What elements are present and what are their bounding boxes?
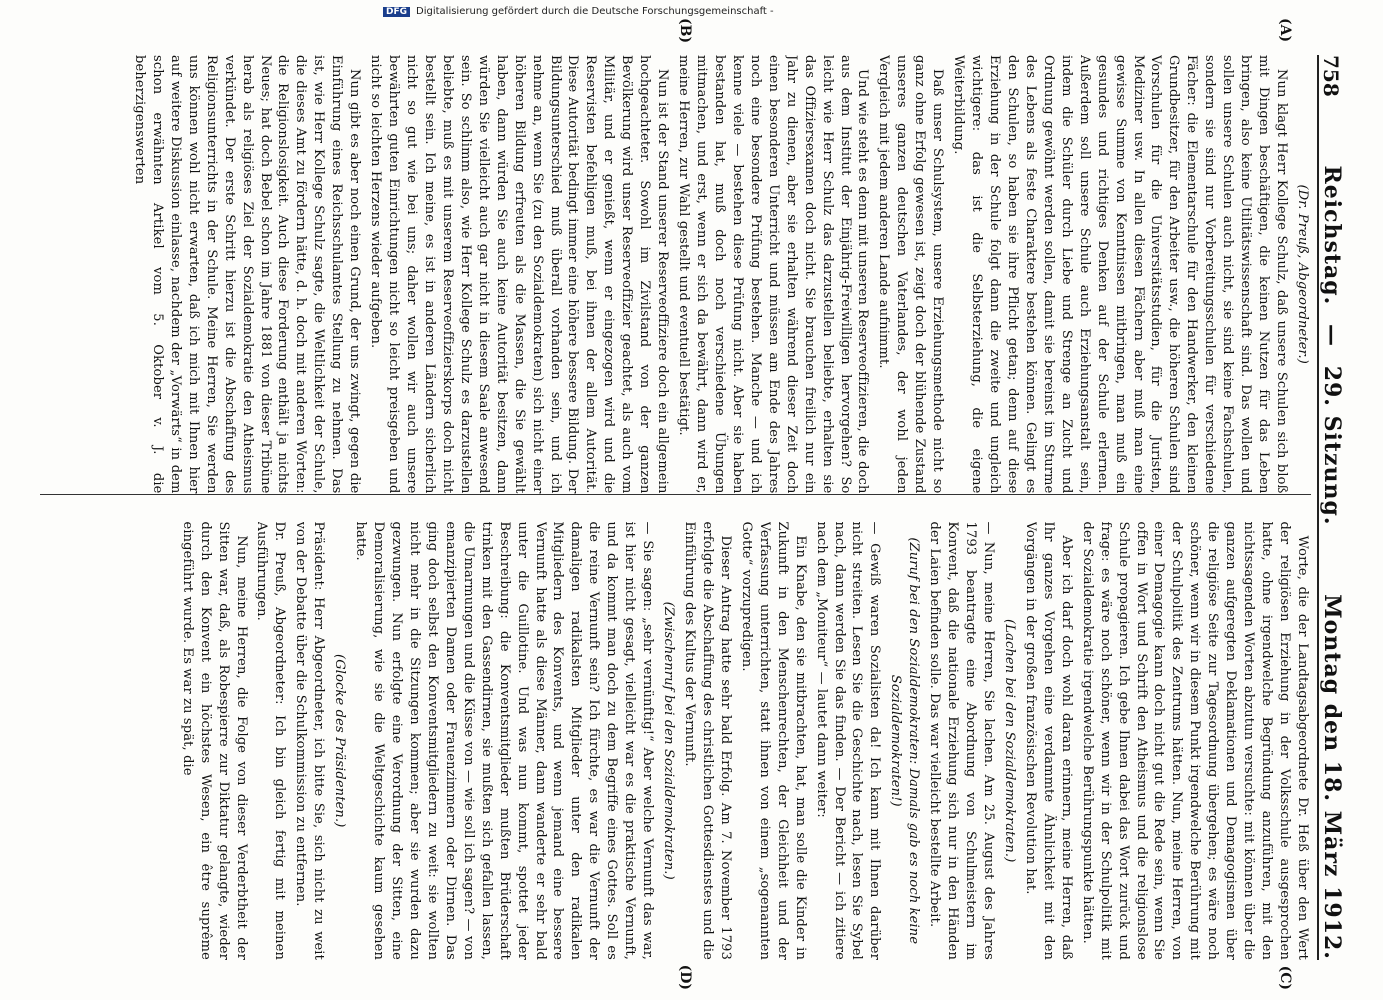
margin-letter-c: (C) [1277, 965, 1293, 990]
stage-direction: (Zwischenruf bei den Sozialdemokraten.) [661, 601, 677, 880]
paragraph: Und wie steht es denn mit unseren Reserveoffizieren, die doch aus dem Institut der Einjährig-Freiwilligen hervorgehen? So leicht wie Herr Schulz das darzustellen beliebte, erhalten sie das Offiziersexamen doch nicht. Sie brauchen freilich nur ein Jahr zu dienen, aber sie erhalten während dieser Zeit doch einen besonderen Unterricht und müssen am Ende des Jahres noch eine besondere Prüfung bestehen. Manche — und ich kenne viele — bestehen diese Prüfung nicht. Aber sie haben bestanden hat, muß doch noch verschiedene Übungen mitmachen, und erst, wenn er sich da bewährt, dann wird er, meine Herren, zur Wahl gestellt und eventuell bestätigt. [676, 55, 871, 494]
stage-direction: (Dr. Preuß, Abgeordneter.) [1295, 184, 1310, 364]
stage-direction: (Zuruf bei den Sozialdemokraten: Damals gab es noch keine Sozialdemokraten!) [888, 537, 922, 945]
paragraph: Daß unser Schulsystem, unsere Erziehungsmethode nicht so ganz ohne Erfolg gewesen ist, zeigt doch der blühende Zustand unseres ganzen deutschen Vaterlandes, der wohl jeden Vergleich mit jedem anderen Lande aufnimmt. [876, 55, 946, 494]
running-head-date: Montag den 18. März 1912. [1319, 594, 1345, 960]
running-head [1319, 165, 1345, 525]
margin-letter-b: (B) [677, 18, 693, 44]
paragraph: Worte, die der Landtagsabgeordnete Dr. Heß über den Wert der religiösen Erziehung in der Volksschule ausgesprochen hatte, ohne irgendwelche Begründung anzuführen, mit den nichtssagenden Worten abzutun versuchte: mit können über die ganzen aufgeregten Deklamationen und Demagogismen über die religiöse Seite zur Tagesordnung übergehen; es wäre noch schöner, wenn wir in diesem Punkt irgendwelche Berührung mit der Schulpolitik des Zentrums hätten. Nun, meine Herren, von einer Demagogie kann doch nicht gut die Rede sein, wenn Sie offen in Wort und Schrift den Atheismus und die religionslose Schule propagieren. Ich gebe Ihnen dabei das Wort zurück und frage: es wäre noch schöner, wenn wir in der Schulpolitik mit der Sozialdemokratie irgendwelche Berührungspunkte hätten. [1079, 521, 1310, 960]
digitization-note [383, 6, 1383, 20]
dfg-logo: DFG [383, 7, 410, 17]
paragraph: Nun, meine Herren, die Folge von dieser Verderbtheit der Sitten war, daß, als Robespierre zur Diktatur gelangte, wieder durch den Konvent ein höchstes Wesen, ein être suprême eingeführt wurde. Es war zu spät, die [179, 521, 249, 960]
paragraph: — Nun, meine Herren, Sie lachen. Am 25. August des Jahres 1793 beantragte eine Abordnung von Schulmeistern im Konvent, daß die nationale Erziehung sich nur in den Händen der Laien befinden solle. Das war vielleicht bestellte Arbeit. [927, 521, 997, 960]
running-head-dash: — [1319, 324, 1345, 348]
paragraph: — Gewiß waren Sozialisten da! Ich kann mit Ihnen darüber nicht streiten. Lesen Sie die Geschichte nach, lesen Sie Sybel nach, dann werden Sie das finden. — Der Bericht — ich zitiere nach dem „Moniteur“ — lautet dann weiter: [813, 521, 883, 960]
margin-letter-d: (D) [677, 964, 693, 990]
paragraph: Präsident: Herr Abgeordneter, ich bitte Sie, sich nicht zu weit von der Debatte über die Schulkommission zu entfernen. [293, 521, 327, 960]
paragraph: Dr. Preuß, Abgeordneter: Ich bin gleich fertig mit meinen Ausführungen. [254, 521, 288, 960]
paragraph: Ein Knabe, den sie mitbrachten, hat, man solle die Kinder in Zukunft in den Menschenrechten, der Gleichheit und der Verfassung unterrichten, statt ihnen von einem „sogenannten Gotte“ vorzupredigen. [738, 521, 808, 960]
paragraph: Nun ist der Stand unserer Reserveoffiziere doch ein allgemein hochgeachteter. Sowohl im Zivilstand von der ganzen Bevölkerung wird unser Reserveoffizier geachtet, als auch vom Militär, und er genießt, wenn er eingezogen wird und die Reservisten befehligen muß, bei ihnen der allem Autorität. Diese Autorität bedingt immer eine höhere bessere Bildung. Der Bildungsunterschied muß überall vorhanden sein, und ich nehme an, wenn Sie (zu den Sozialdemokraten) sich nicht einer höheren Bildung erfreuten als die Massen, die Sie gewählt haben, dann würden Sie auch keine Autorität besitzen, dann würden Sie vielleicht auch gar nicht in diesem Saale anwesend sein. So schlimm also, wie Herr Kollege Schulz es darzustellen beliebte, muß es mit unserem Reserveoffizierskorps doch nicht bestellt sein. Ich meine, es ist in anderen Ländern sicherlich nicht so gut wie bei uns; daher wollen wir auch unsere bewährten guten Einrichtungen nicht so leicht preisgeben und nicht so leichten Herzens wieder aufgeben. [368, 55, 671, 494]
margin-letter-a: (A) [1277, 18, 1293, 43]
running-head-session: 29. Sitzung. [1319, 365, 1345, 526]
page-number: 758 [1319, 55, 1343, 97]
left-column [40, 55, 1311, 494]
stage-direction: (Lachen bei den Sozialdemokraten.) [1002, 619, 1017, 863]
right-column [40, 522, 1311, 961]
paragraph: Nun gibt es aber noch einen Grund, der uns zwingt, gegen die Einführung eines Reichsschulamtes Stellung zu nehmen. Das ist, wie Herr Kollege Schulz sagte, die Weltlichkeit der Schule, die dieses Amt zu fördern hätte, d. h. doch mit anderen Worten: die Religionslosigkeit. Auch diese Forderung enthält ja nichts Neues; hat doch Bebel schon im Jahre 1881 von dieser Tribüne herab als religiöses Ziel der Sozialdemokratie den Atheismus verkündet. Der erste Schritt hierzu ist die Abschaffung des Religionsunterrichts in der Schule. Meine Herren, Sie werden uns können wohl nicht erwarten, daß ich mich mit Ihnen hier auf weitere Diskussion einlasse, nachdem der „Vorwärts“ in dem schon erwähnten Artikel vom 5. Oktober v. J. die beherzigenswerten [132, 55, 363, 494]
page-header [1317, 55, 1361, 960]
running-head-left: Reichstag. [1319, 165, 1345, 306]
paragraph: Nun klagt Herr Kollege Schulz, daß unsere Schulen sich bloß mit Dingen beschäftigen, die keinen Nutzen für das Leben bringen, also keine Utilitätswissenschaft sind. Das wollen und sollen unsere Schulen auch nicht, sie sind keine Fachschulen, sondern sie sind nur Vorbereitungsschulen für verschiedene Fächer: die Elementarschule für den Handwerker, den kleinen Grundbesitzer, für den Arbeiter usw., die höheren Schulen sind Vorschulen für die Universitätsstudien, für die Juristen, Mediziner usw. In allen diesen Fächern aber muß man eine gewisse Summe von Kenntnissen mitbringen, man muß ein gesundes und richtiges Denken auf der Schule erlernen. Außerdem soll unsere Schule auch Erziehungsanstalt sein, indem die Schüler durch Liebe und Strenge an Zucht und Ordnung gewöhnt werden sollen, damit sie bereinst im Sturme des Lebens als feste Charaktere bestehen können. Gelingt es den Schulen, so haben sie ihre Pflicht getan; denn auf diese Erziehung in der Schule folgt dann die zweite und ungleich wichtigere: das ist die Selbsterziehung, die eigene Weiterbildung. [951, 55, 1290, 494]
stage-direction: (Glocke des Präsidenten.) [332, 654, 348, 828]
digitization-text: Digitalisierung gefördert durch die Deutsche Forschungsgemeinschaft - [416, 6, 774, 17]
paragraph: Aber ich darf doch wohl daran erinnern, meine Herren, daß Ihr ganzes Vorgehen eine verdammte Ähnlichkeit mit den Vorgängen in der großen französischen Revolution hat. [1022, 521, 1074, 960]
paragraph: — Sie sagen: „sehr vernünftig!“ Aber welche Vernunft das war, ist hier nicht gesagt, vielleicht war es die praktische Vernunft, und da kommt man doch zu dem Begriffe eines Gottes. Soll es die reine Vernunft sein? Ich fürchte, es war die Vernunft der damaligen radikalsten Mitglieder unter den radikalen Mitgliedern des Konvents, und wenn jemand eine bessere Vernunft hatte als diese Männer, dann wanderte er sehr bald unter die Guillotine. Und was nun kommt, spottet jeder Beschreibung: die Konventsmitglieder mußten Brüderschaft trinken mit den Gassendirnen, sie mußten sich gefallen lassen, die Umarmungen und die Küsse von — wie soll ich sagen? — von emanzipierten Damen oder Frauenzimmern oder Dirnen. Das ging doch selbst den Konventsmitgliedern zu weit: sie wollten nicht mehr in die Sitzungen kommen; aber sie wurden dazu gezwungen. Nun erfolgte eine Verordnung der Sitten, eine Demoralisierung, wie sie die Weltgeschichte kaum gesehen hatte. [353, 521, 656, 960]
paragraph: Dieser Antrag hatte sehr bald Erfolg. Am 7. November 1793 erfolgte die Abschaffung des christlichen Gottesdienstes und die Einführung des Kultus der Vernunft. [682, 521, 733, 960]
text-columns [40, 55, 1311, 960]
